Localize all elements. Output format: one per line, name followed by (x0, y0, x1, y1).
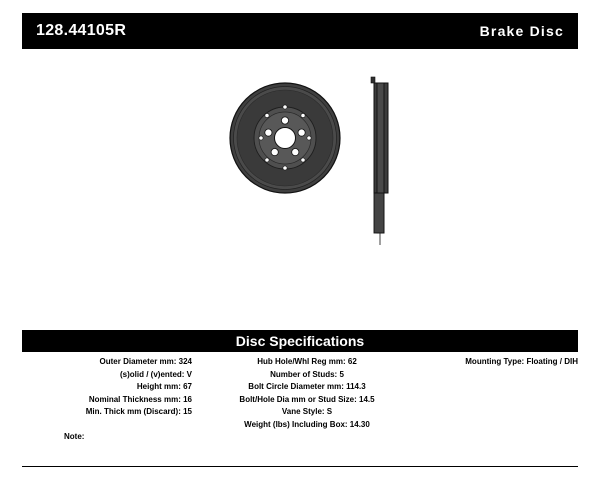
specs-title-bar (22, 330, 578, 352)
drawing-area (22, 55, 578, 323)
spec-item: Weight (lbs) Including Box: 14.30 (244, 419, 370, 429)
spec-item: Hub Hole/Whl Reg mm: 62 (257, 357, 357, 366)
note-label: Note: (64, 432, 85, 441)
spec-item: Number of Studs: 5 (270, 369, 344, 379)
brake-disc-edge-view (371, 77, 388, 245)
spec-item: Min. Thick mm (Discard): 15 (85, 407, 192, 417)
bottom-divider (22, 466, 578, 467)
spec-item: Bolt/Hole Dia mm or Stud Size: 14.5 (239, 394, 375, 404)
brake-disc-face-view (230, 83, 340, 193)
specs-left-column (22, 356, 192, 419)
spec-item: Height mm: 67 (136, 382, 192, 392)
page-title: Brake Disc (479, 23, 564, 39)
specs-section-title: Disc Specifications (235, 333, 365, 349)
spec-item: Vane Style: S (281, 407, 333, 417)
spec-item: (s)olid / (v)ented: V (120, 369, 192, 379)
specs-right-column (418, 356, 578, 369)
spec-item: Outer Diameter mm: 324 (99, 357, 192, 366)
specs-body (22, 356, 578, 452)
spec-item: Bolt Circle Diameter mm: 114.3 (248, 382, 366, 392)
header-bar (22, 13, 578, 49)
part-number: 128.44105R (36, 22, 127, 39)
spec-item: Mounting Type: Floating / DIH (465, 357, 578, 366)
spec-item: Nominal Thickness mm: 16 (88, 394, 192, 404)
specs-middle-column (202, 356, 412, 432)
